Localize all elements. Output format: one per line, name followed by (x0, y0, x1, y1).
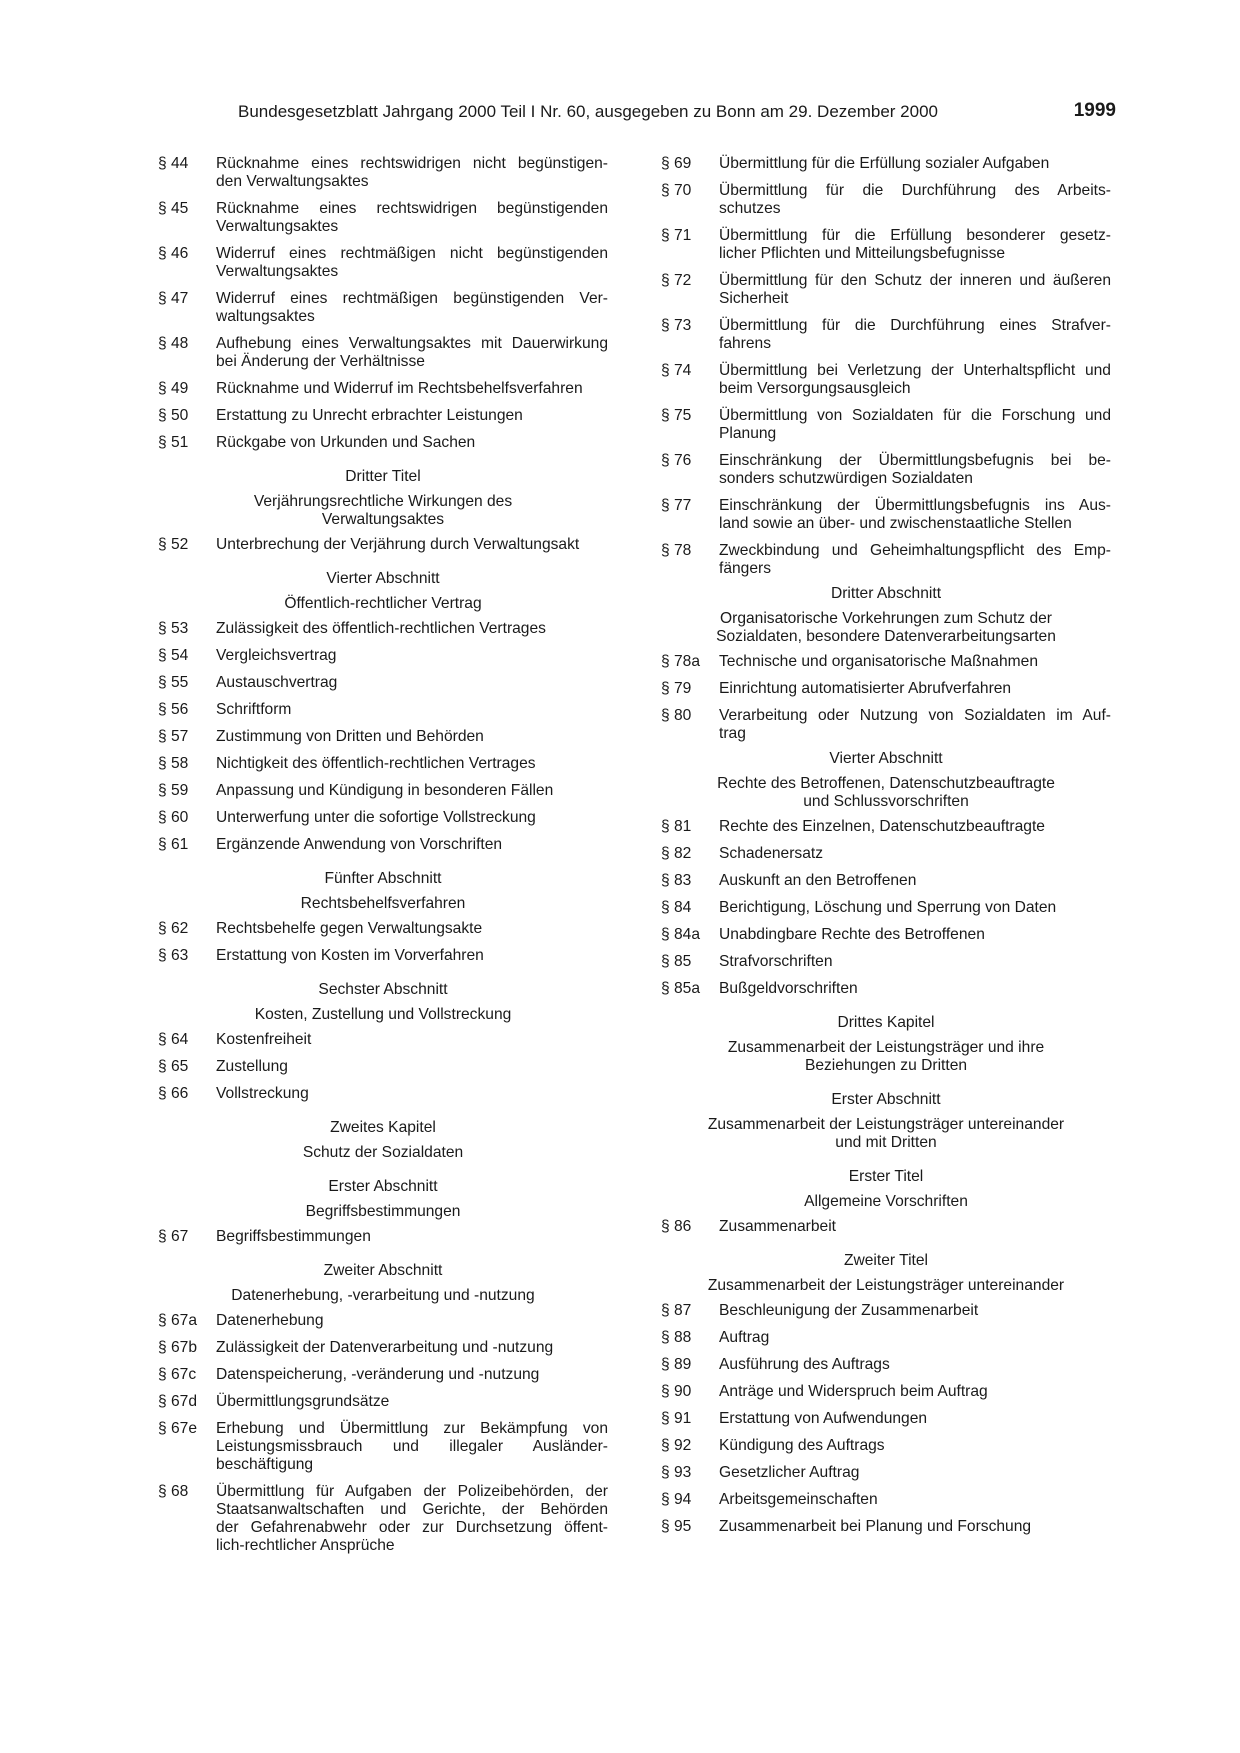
heading-line: Rechte des Betroffenen, Datenschutzbeauftragte (717, 775, 1055, 792)
section-number: § 69 (661, 155, 692, 172)
toc-entry (661, 926, 1111, 944)
section-number: § 63 (158, 947, 189, 964)
section-title-line: licher Pflichten und Mitteilungsbefugnisse (719, 245, 1006, 262)
section-number: § 73 (661, 317, 692, 334)
toc-entry (158, 647, 608, 665)
toc-entry (158, 1483, 608, 1555)
section-heading (158, 570, 608, 588)
heading-line: Organisatorische Vorkehrungen zum Schutz der (720, 610, 1052, 627)
section-title-line: Anpassung und Kündigung in besonderen Fällen (216, 782, 554, 799)
heading-line: Beziehungen zu Dritten (804, 1057, 968, 1074)
toc-entry (158, 434, 608, 452)
section-number: § 82 (661, 845, 692, 862)
section-title-line: Erstattung von Kosten im Vorverfahren (216, 947, 484, 964)
heading-line: Dritter Abschnitt (830, 585, 942, 602)
section-heading (158, 1119, 608, 1137)
section-number: § 45 (158, 200, 189, 217)
section-number: § 94 (661, 1491, 692, 1508)
toc-entry (661, 272, 1111, 308)
toc-entry (158, 755, 608, 773)
toc-entry (158, 701, 608, 719)
section-title-line: Übermittlung für die Durchführung des Arbeits- (719, 182, 1111, 199)
section-title-line: Staatsanwaltschaften und Gerichte, der Behörden (216, 1501, 608, 1518)
heading-line: und mit Dritten (835, 1134, 937, 1151)
section-number: § 77 (661, 497, 692, 514)
heading-line: Zweiter Titel (843, 1252, 929, 1269)
section-title-line: Übermittlung für die Erfüllung sozialer Aufgaben (719, 155, 1050, 172)
heading-line: Drittes Kapitel (837, 1014, 935, 1031)
section-title-line: Begriffsbestimmungen (216, 1228, 371, 1245)
toc-entry (661, 1410, 1111, 1428)
right-column-contents (661, 155, 1111, 1536)
section-title-line: Zweckbindung und Geheimhaltungspflicht des Emp- (719, 542, 1111, 559)
toc-entry (158, 1031, 608, 1049)
section-heading (158, 981, 608, 999)
section-number: § 67 (158, 1228, 189, 1245)
section-number: § 75 (661, 407, 692, 424)
section-number: § 53 (158, 620, 189, 637)
section-title-line: der Gefahrenabwehr oder zur Durchsetzung öffent- (216, 1519, 608, 1536)
section-heading (158, 1203, 608, 1221)
section-number: § 66 (158, 1085, 189, 1102)
section-number: § 48 (158, 335, 189, 352)
heading-line: Dritter Titel (345, 468, 421, 485)
section-title-line: Austauschvertrag (216, 674, 338, 691)
section-title-line: Zusammenarbeit (719, 1218, 836, 1235)
toc-entry (661, 227, 1111, 263)
section-title-line: Erstattung von Aufwendungen (719, 1410, 928, 1427)
section-number: § 68 (158, 1483, 189, 1500)
toc-entry (661, 1491, 1111, 1509)
section-title-line: Technische und organisatorische Maßnahmen (719, 653, 1038, 670)
section-title-line: Leistungsmissbrauch und illegaler Ausländer- (216, 1438, 608, 1455)
toc-entry (158, 947, 608, 965)
section-number: § 64 (158, 1031, 189, 1048)
section-heading (158, 1262, 608, 1280)
section-title-line: Schadenersatz (719, 845, 824, 862)
section-number: § 67a (158, 1312, 198, 1329)
section-number: § 55 (158, 674, 189, 691)
toc-entry (661, 1218, 1111, 1236)
section-title-line: Gesetzlicher Auftrag (719, 1464, 860, 1481)
heading-line: Verjährungsrechtliche Wirkungen des (253, 493, 513, 510)
section-title-line: Arbeitsgemeinschaften (719, 1491, 878, 1508)
section-title-line: Strafvorschriften (719, 953, 833, 970)
section-heading (661, 1277, 1111, 1295)
heading-line: Sozialdaten, besondere Datenverarbeitungsarten (716, 628, 1056, 645)
toc-entry (158, 155, 608, 191)
section-heading (158, 895, 608, 913)
section-title-line: Ergänzende Anwendung von Vorschriften (216, 836, 503, 853)
heading-line: Öffentlich-rechtlicher Vertrag (284, 595, 482, 612)
section-number: § 83 (661, 872, 692, 889)
section-title-line: Rückgabe von Urkunden und Sachen (216, 434, 476, 451)
section-number: § 56 (158, 701, 189, 718)
section-title-line: Sicherheit (719, 290, 789, 307)
section-number: § 87 (661, 1302, 692, 1319)
section-number: § 49 (158, 380, 189, 397)
toc-entry (158, 335, 608, 371)
section-heading (661, 1168, 1111, 1186)
section-number: § 84a (661, 926, 701, 943)
section-heading (661, 750, 1111, 768)
section-number: § 44 (158, 155, 189, 172)
toc-entry (661, 1383, 1111, 1401)
heading-line: Schutz der Sozialdaten (302, 1144, 464, 1161)
heading-line: Vierter Abschnitt (326, 570, 440, 587)
section-title-line: Unterwerfung unter die sofortige Vollstreckung (216, 809, 536, 826)
section-number: § 52 (158, 536, 189, 553)
section-number: § 47 (158, 290, 189, 307)
section-number: § 90 (661, 1383, 692, 1400)
section-title-line: fängers (719, 560, 772, 577)
section-heading (158, 1178, 608, 1196)
section-title-line: Einschränkung der Übermittlungsbefugnis ins Aus- (719, 497, 1111, 514)
heading-line: Rechtsbehelfsverfahren (300, 895, 466, 912)
section-title-line: Rücknahme und Widerruf im Rechtsbehelfsverfahren (216, 380, 583, 397)
section-number: § 85 (661, 953, 692, 970)
section-number: § 93 (661, 1464, 692, 1481)
toc-entry (158, 407, 608, 425)
section-number: § 70 (661, 182, 692, 199)
section-number: § 62 (158, 920, 189, 937)
toc-entry (661, 953, 1111, 971)
section-number: § 72 (661, 272, 692, 289)
section-heading (661, 610, 1111, 646)
section-heading (661, 1014, 1111, 1032)
toc-entry (661, 818, 1111, 836)
section-heading (661, 1039, 1111, 1075)
toc-entry (158, 380, 608, 398)
section-number: § 46 (158, 245, 189, 262)
section-number: § 59 (158, 782, 189, 799)
toc-entry (661, 452, 1111, 488)
section-title-line: Schriftform (216, 701, 292, 718)
section-number: § 71 (661, 227, 692, 244)
section-title-line: Übermittlung von Sozialdaten für die Forschung und (719, 407, 1111, 424)
toc-entry (661, 317, 1111, 353)
toc-entry (661, 680, 1111, 698)
section-title-line: Verwaltungsaktes (216, 218, 339, 235)
toc-entry (661, 407, 1111, 443)
section-title-line: lich-rechtlicher Ansprüche (216, 1537, 395, 1554)
toc-entry (158, 1420, 608, 1474)
toc-entry (158, 809, 608, 827)
toc-entry (158, 674, 608, 692)
section-title-line: Rücknahme eines rechtswidrigen begünstigenden (216, 200, 608, 217)
section-title-line: Erstattung zu Unrecht erbrachter Leistungen (216, 407, 523, 424)
toc-entry (158, 1393, 608, 1411)
section-title-line: Planung (719, 425, 777, 442)
heading-line: Erster Abschnitt (328, 1178, 438, 1195)
section-heading (158, 870, 608, 888)
toc-entry (158, 1366, 608, 1384)
section-title-line: schutzes (719, 200, 781, 217)
heading-line: Kosten, Zustellung und Vollstreckung (254, 1006, 512, 1023)
section-title-line: Widerruf eines rechtmäßigen nicht begünstigenden (216, 245, 608, 262)
heading-line: Erster Titel (848, 1168, 924, 1185)
section-heading (661, 775, 1111, 811)
section-number: § 89 (661, 1356, 692, 1373)
section-title-line: Aufhebung eines Verwaltungsaktes mit Dauerwirkung (216, 335, 608, 352)
section-title-line: waltungsaktes (216, 308, 315, 325)
heading-line: Zusammenarbeit der Leistungsträger und ihre (727, 1039, 1045, 1056)
toc-entry (661, 542, 1111, 578)
heading-line: Fünfter Abschnitt (324, 870, 442, 887)
heading-line: Zweites Kapitel (330, 1119, 436, 1136)
section-number: § 86 (661, 1218, 692, 1235)
section-number: § 95 (661, 1518, 692, 1535)
section-title-line: Erhebung und Übermittlung zur Bekämpfung von (216, 1420, 608, 1437)
left-column-contents (158, 155, 608, 1555)
heading-line: und Schlussvorschriften (803, 793, 969, 810)
section-number: § 76 (661, 452, 692, 469)
toc-entry (661, 1329, 1111, 1347)
toc-entry (158, 245, 608, 281)
section-number: § 50 (158, 407, 189, 424)
section-title-line: Nichtigkeit des öffentlich-rechtlichen Vertrages (216, 755, 536, 772)
toc-entry (158, 290, 608, 326)
section-number: § 81 (661, 818, 692, 835)
section-title-line: Kündigung des Auftrags (719, 1437, 885, 1454)
section-title-line: Berichtigung, Löschung und Sperrung von Daten (719, 899, 1057, 916)
section-heading (661, 1116, 1111, 1152)
section-title-line: Zulässigkeit der Datenverarbeitung und -nutzung (216, 1339, 554, 1356)
section-title-line: Übermittlung für die Erfüllung besonderer gesetz- (719, 227, 1111, 244)
toc-entry (661, 1437, 1111, 1455)
section-number: § 67b (158, 1339, 198, 1356)
section-title-line: Übermittlung für Aufgaben der Polizeibehörden, der (216, 1483, 608, 1500)
toc-entry (158, 920, 608, 938)
section-title-line: Rechtsbehelfe gegen Verwaltungsakte (216, 920, 483, 937)
section-number: § 57 (158, 728, 189, 745)
section-number: § 84 (661, 899, 692, 916)
toc-entry (158, 620, 608, 638)
section-heading (661, 585, 1111, 603)
heading-line: Zusammenarbeit der Leistungsträger untereinander (707, 1277, 1065, 1294)
section-title-line: Verarbeitung oder Nutzung von Sozialdaten im Auf- (719, 707, 1111, 724)
heading-line: Vierter Abschnitt (829, 750, 943, 767)
section-title-line: Verwaltungsaktes (216, 263, 339, 280)
section-number: § 67c (158, 1366, 197, 1383)
section-number: § 67e (158, 1420, 198, 1437)
section-title-line: Zustimmung von Dritten und Behörden (216, 728, 484, 745)
section-title-line: Bußgeldvorschriften (719, 980, 858, 997)
toc-entry (661, 1356, 1111, 1374)
section-number: § 51 (158, 434, 189, 451)
section-title-line: Vollstreckung (216, 1085, 309, 1102)
toc-entry (661, 899, 1111, 917)
toc-entry (661, 155, 1111, 173)
section-number: § 74 (661, 362, 692, 379)
section-number: § 54 (158, 647, 189, 664)
toc-entry (661, 362, 1111, 398)
toc-entry (158, 200, 608, 236)
heading-line: Sechster Abschnitt (318, 981, 448, 998)
section-heading (158, 1287, 608, 1305)
section-title-line: Beschleunigung der Zusammenarbeit (719, 1302, 979, 1319)
section-title-line: den Verwaltungsaktes (216, 173, 369, 190)
toc-entry (158, 836, 608, 854)
section-title-line: Anträge und Widerspruch beim Auftrag (719, 1383, 988, 1400)
toc-entry (158, 782, 608, 800)
section-heading (158, 1006, 608, 1024)
toc-entry (661, 653, 1111, 671)
section-number: § 61 (158, 836, 189, 853)
section-title-line: Auskunft an den Betroffenen (719, 872, 917, 889)
section-title-line: land sowie an über- und zwischenstaatliche Stellen (719, 515, 1072, 532)
toc-entry (661, 497, 1111, 533)
section-title-line: Datenspeicherung, -veränderung und -nutzung (216, 1366, 540, 1383)
section-number: § 67d (158, 1393, 198, 1410)
section-title-line: bei Änderung der Verhältnisse (216, 353, 425, 370)
section-number: § 78 (661, 542, 692, 559)
toc-entry (661, 707, 1111, 743)
section-number: § 85a (661, 980, 701, 997)
toc-entry (158, 1339, 608, 1357)
section-title-line: Vergleichsvertrag (216, 647, 337, 664)
toc-entry (158, 1085, 608, 1103)
section-title-line: Übermittlungsgrundsätze (216, 1393, 390, 1410)
section-title-line: Übermittlung bei Verletzung der Unterhaltspflicht und (719, 362, 1111, 379)
section-title-line: Übermittlung für die Durchführung eines Strafver- (719, 317, 1111, 334)
toc-entry (158, 536, 608, 554)
toc-entry (661, 872, 1111, 890)
section-title-line: Ausführung des Auftrags (719, 1356, 890, 1373)
section-heading (661, 1252, 1111, 1270)
toc-entry (158, 1312, 608, 1330)
toc-entry (158, 1058, 608, 1076)
section-title-line: Einschränkung der Übermittlungsbefugnis bei be- (719, 452, 1111, 469)
page-header (238, 100, 1116, 124)
section-title-line: trag (719, 725, 746, 742)
section-heading (661, 1091, 1111, 1109)
section-heading (661, 1193, 1111, 1211)
section-title-line: Einrichtung automatisierter Abrufverfahren (719, 680, 1012, 697)
section-number: § 78a (661, 653, 701, 670)
section-title-line: Auftrag (719, 1329, 770, 1346)
toc-entry (661, 182, 1111, 218)
section-title-line: sonders schutzwürdigen Sozialdaten (719, 470, 973, 487)
section-heading (158, 1144, 608, 1162)
section-heading (158, 595, 608, 613)
section-title-line: Zusammenarbeit bei Planung und Forschung (719, 1518, 1032, 1535)
section-title-line: Zustellung (216, 1058, 288, 1075)
section-number: § 58 (158, 755, 189, 772)
section-title-line: Rücknahme eines rechtswidrigen nicht begünstigen- (216, 155, 608, 172)
toc-entry (661, 1518, 1111, 1536)
section-heading (158, 468, 608, 486)
section-number: § 79 (661, 680, 692, 697)
section-number: § 88 (661, 1329, 692, 1346)
heading-line: Datenerhebung, -verarbeitung und -nutzung (231, 1287, 535, 1304)
section-number: § 91 (661, 1410, 692, 1427)
heading-line: Verwaltungsaktes (321, 511, 445, 528)
section-title-line: Widerruf eines rechtmäßigen begünstigenden Ver- (216, 290, 608, 307)
section-title-line: Datenerhebung (216, 1312, 324, 1329)
toc-entry (158, 1228, 608, 1246)
section-title-line: Unterbrechung der Verjährung durch Verwaltungsakt (216, 536, 580, 553)
heading-line: Zweiter Abschnitt (323, 1262, 443, 1279)
section-number: § 65 (158, 1058, 189, 1075)
heading-line: Allgemeine Vorschriften (804, 1193, 968, 1210)
section-title-line: fahrens (719, 335, 772, 352)
page-number: 1999 (1073, 100, 1116, 121)
section-title-line: beschäftigung (216, 1456, 314, 1473)
heading-line: Erster Abschnitt (831, 1091, 941, 1108)
section-title-line: beim Versorgungsausgleich (719, 380, 911, 397)
section-title-line: Unabdingbare Rechte des Betroffenen (719, 926, 985, 943)
section-title-line: Übermittlung für den Schutz der inneren und äußeren (719, 272, 1111, 289)
section-title-line: Rechte des Einzelnen, Datenschutzbeauftragte (719, 818, 1045, 835)
running-title: Bundesgesetzblatt Jahrgang 2000 Teil I Nr. 60, ausgegeben zu Bonn am 29. Dezember 2000 (238, 102, 938, 121)
heading-line: Zusammenarbeit der Leistungsträger untereinander (707, 1116, 1065, 1133)
toc-entry (158, 728, 608, 746)
section-number: § 92 (661, 1437, 692, 1454)
section-title-line: Kostenfreiheit (216, 1031, 312, 1048)
section-title-line: Zulässigkeit des öffentlich-rechtlichen Vertrages (216, 620, 546, 637)
section-number: § 80 (661, 707, 692, 724)
section-number: § 60 (158, 809, 189, 826)
toc-entry (661, 1464, 1111, 1482)
toc-entry (661, 845, 1111, 863)
toc-entry (661, 1302, 1111, 1320)
heading-line: Begriffsbestimmungen (305, 1203, 461, 1220)
toc-entry (661, 980, 1111, 998)
section-heading (158, 493, 608, 529)
